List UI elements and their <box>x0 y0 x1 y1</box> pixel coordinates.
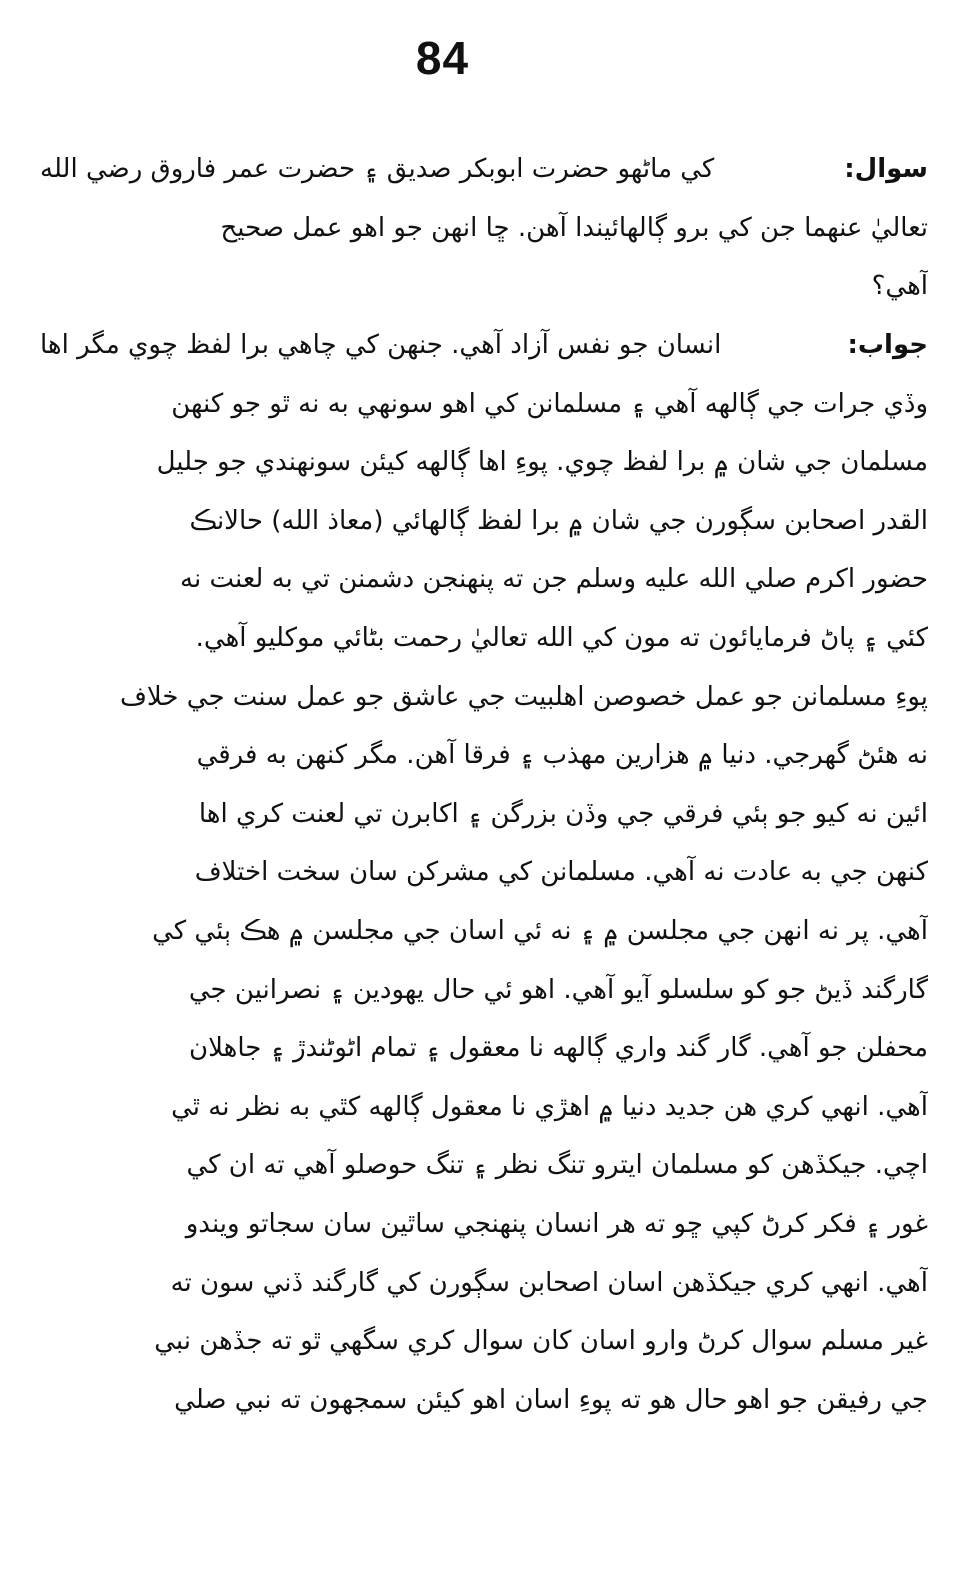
text-line <box>40 140 928 199</box>
question-label: سوال: <box>844 154 928 185</box>
text-line <box>40 199 928 258</box>
answer-text: انسان جو نفس آزاد آهي. جنهن كي چاهي برا لفظ چوي مگر اها <box>40 330 722 361</box>
text-line <box>40 316 928 375</box>
answer-text: غور ۽ فكر كرڻ كپي ڇو ته هر انسان پنهنجي ساٿين سان سجاتو ويندو <box>185 1208 928 1239</box>
text-line <box>40 1312 928 1371</box>
answer-text: محفلن جو آهي. گار گند واري ڳالهه نا معقول ۽ تمام اڻوڻندڙ ۽ جاهلان <box>189 1033 928 1064</box>
text-line <box>40 726 928 785</box>
text-line <box>40 609 928 668</box>
answer-text: آهي. انهي كري جيكڏهن اسان اصحابن سڳورن كي گارگند ڏني سون ته <box>170 1267 928 1298</box>
answer-text: آهي. انهي كري هن جديد دنيا ۾ اهڙي نا معقول ڳالهه كٿي به نظر نه ٿي <box>171 1091 928 1122</box>
answer-text: گارگند ڏيڻ جو كو سلسلو آيو آهي. اهو ئي حال يهودين ۽ نصرانين جي <box>188 974 928 1005</box>
text-line <box>40 1253 928 1312</box>
answer-text: پوءِ مسلمانن جو عمل خصوصن اهلبيت جي عاشق جو عمل سنت جي خلاف <box>119 681 928 712</box>
answer-text: كنهن جي به عادت نه آهي. مسلمانن كي مشركن سان سخت اختلاف <box>194 857 928 888</box>
answer-text: القدر اصحابن سڳورن جي شان ۾ برا لفظ ڳالهائي (معاذ الله) حالانڪ <box>189 505 928 536</box>
answer-text: مسلمان جي شان ۾ برا لفظ چوي. پوءِ اها ڳالهه كيئن سونهندي جو جليل <box>156 447 928 478</box>
text-line <box>40 257 928 316</box>
question-text: تعاليٰ عنهما جن كي برو ڳالهائيندا آهن. ڇا انهن جو اهو عمل صحيح <box>220 212 928 243</box>
text-line <box>40 902 928 961</box>
answer-text: جي رفيقن جو اهو حال هو ته پوءِ اسان اهو كيئن سمجهون ته نبي صلي <box>174 1384 928 1415</box>
text-line <box>40 785 928 844</box>
question-text: كي ماڻهو حضرت ابوبكر صديق ۽ حضرت عمر فاروق رضي الله <box>40 154 715 185</box>
text-line <box>40 492 928 551</box>
text-line <box>40 960 928 1019</box>
question-text: آهي؟ <box>871 271 928 302</box>
text-line <box>40 1136 928 1195</box>
answer-text: نه هئڻ گهرجي. دنيا ۾ هزارين مهذب ۽ فرقا آهن. مگر كنهن به فرقي <box>196 740 928 771</box>
answer-text: وڏي جرات جي ڳالهه آهي ۽ مسلمانن كي اهو سونهي به نه ٿو جو كنهن <box>171 388 928 419</box>
text-line <box>40 667 928 726</box>
text-line <box>40 433 928 492</box>
answer-text: حضور اكرم صلي الله عليه وسلم جن ته پنهنجن دشمنن تي به لعنت نه <box>180 564 928 595</box>
answer-text: كئي ۽ پاڻ فرمايائون ته مون كي الله تعاليٰ رحمت بڻائي موكليو آهي. <box>195 623 928 654</box>
text-line <box>40 1370 928 1429</box>
text-line <box>40 1195 928 1254</box>
answer-text: غير مسلم سوال كرڻ وارو اسان كان سوال كري سگهي ٿو ته جڏهن نبي <box>154 1326 928 1357</box>
answer-text: اچي. جيكڏهن كو مسلمان ايترو تنگ نظر ۽ تنگ حوصلو آهي ته ان كي <box>186 1150 928 1181</box>
page-number: 84 <box>415 32 470 84</box>
text-line <box>40 374 928 433</box>
answer-text: آهي. پر نه انهن جي مجلسن ۾ ۽ نه ئي اسان جي مجلسن ۾ هڪ ٻئي كي <box>152 916 928 947</box>
text-line <box>40 843 928 902</box>
answer-label: جواب: <box>847 330 928 361</box>
document-body <box>40 140 928 1429</box>
answer-text: ائين نه كيو جو ٻئي فرقي جي وڏن بزرگن ۽ اكابرن تي لعنت كري اها <box>198 798 928 829</box>
text-line <box>40 1078 928 1137</box>
text-line <box>40 550 928 609</box>
text-line <box>40 1019 928 1078</box>
